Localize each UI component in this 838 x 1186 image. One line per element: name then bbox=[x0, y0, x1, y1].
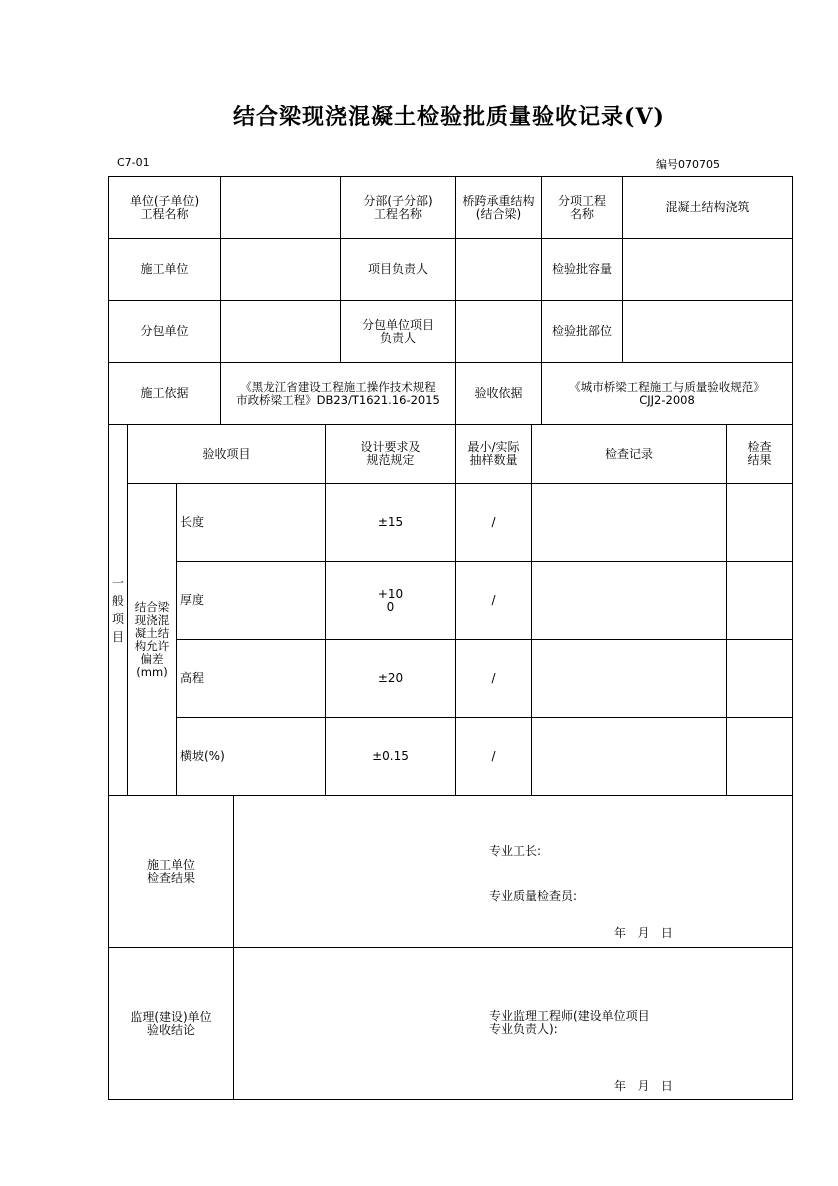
row-length-name: 长度 bbox=[180, 515, 205, 529]
row-length-spec: ±15 bbox=[377, 515, 404, 529]
row-cross-slope-result[interactable] bbox=[727, 718, 792, 795]
unit-project-label: 单位(子单位) 工程名称 bbox=[129, 193, 200, 221]
basis-value[interactable]: 《黑龙江省建设工程施工操作技术规程 市政桥梁工程》DB23/T1621.16-2015 bbox=[236, 379, 440, 407]
capacity-field[interactable] bbox=[623, 239, 792, 300]
basis-label: 施工依据 bbox=[140, 386, 189, 400]
row-thickness-result[interactable] bbox=[727, 562, 792, 639]
row-cross-slope-sample[interactable]: / bbox=[491, 749, 496, 763]
unit-project-field[interactable] bbox=[221, 177, 340, 238]
contractor-label: 施工单位 bbox=[140, 262, 189, 276]
contractor-check-label: 施工单位 检查结果 bbox=[146, 857, 195, 885]
sub-pm-field[interactable] bbox=[456, 301, 541, 362]
row-cross-slope-record[interactable] bbox=[532, 718, 726, 795]
col-result-header: 检查 结果 bbox=[747, 440, 772, 467]
foreman-signature-label: 专业工长: bbox=[489, 844, 542, 858]
general-items-label: 一 般 项 目 bbox=[111, 576, 124, 644]
row-length-record[interactable] bbox=[532, 484, 726, 561]
row-length-result[interactable] bbox=[727, 484, 792, 561]
supervisor-date[interactable]: 年 月 日 bbox=[614, 1079, 673, 1093]
supervising-engineer-signature-label: 专业监理工程师(建设单位项目 专业负责人): bbox=[489, 1009, 650, 1036]
acceptance-label: 验收依据 bbox=[474, 386, 523, 400]
subcontractor-label: 分包单位 bbox=[140, 324, 189, 338]
form-code: C7-01 bbox=[117, 156, 150, 169]
pm-field[interactable] bbox=[456, 239, 541, 300]
supervisor-check-label: 监理(建设)单位 验收结论 bbox=[130, 1009, 212, 1037]
row-elevation-record[interactable] bbox=[532, 640, 726, 717]
division-value[interactable]: 桥跨承重结构 (结合梁) bbox=[462, 193, 535, 221]
quality-inspector-signature-label: 专业质量检查员: bbox=[489, 889, 578, 903]
acceptance-value[interactable]: 《城市桥梁工程施工与质量验收规范》 CJJ2-2008 bbox=[569, 379, 765, 407]
col-record-header: 检查记录 bbox=[604, 446, 653, 461]
location-label: 检验批部位 bbox=[551, 324, 612, 338]
row-elevation-name: 高程 bbox=[180, 671, 205, 685]
sub-pm-label: 分包单位项目 负责人 bbox=[361, 317, 434, 345]
row-elevation-result[interactable] bbox=[727, 640, 792, 717]
pm-label: 项目负责人 bbox=[367, 262, 428, 276]
col-sample-header: 最小/实际 抽样数量 bbox=[467, 440, 520, 467]
col-design-header: 设计要求及 规范规定 bbox=[360, 440, 421, 467]
subcontractor-field[interactable] bbox=[221, 301, 340, 362]
row-thickness-name: 厚度 bbox=[180, 593, 205, 607]
row-thickness-spec: +10 0 bbox=[377, 586, 404, 614]
row-elevation-spec: ±20 bbox=[377, 671, 404, 685]
row-thickness-sample[interactable]: / bbox=[491, 593, 496, 607]
row-thickness-record[interactable] bbox=[532, 562, 726, 639]
serial-number: 编号070705 bbox=[656, 158, 720, 171]
row-cross-slope-name: 横坡(%) bbox=[180, 749, 225, 763]
deviation-group-label: 结合梁 现浇混 凝土结 构允许 偏差 (mm) bbox=[134, 599, 170, 679]
location-field[interactable] bbox=[623, 301, 792, 362]
capacity-label: 检验批容量 bbox=[551, 262, 612, 276]
col-item-header: 验收项目 bbox=[202, 446, 251, 461]
row-length-sample[interactable]: / bbox=[491, 515, 496, 529]
subitem-value[interactable]: 混凝土结构浇筑 bbox=[665, 200, 750, 214]
row-cross-slope-spec: ±0.15 bbox=[372, 749, 409, 763]
contractor-date[interactable]: 年 月 日 bbox=[614, 926, 673, 940]
row-elevation-sample[interactable]: / bbox=[491, 671, 496, 685]
division-label: 分部(子分部) 工程名称 bbox=[363, 193, 433, 221]
subitem-label: 分项工程 名称 bbox=[557, 193, 606, 221]
contractor-field[interactable] bbox=[221, 239, 340, 300]
page-title: 结合梁现浇混凝土检验批质量验收记录(Ⅴ) bbox=[233, 104, 665, 130]
